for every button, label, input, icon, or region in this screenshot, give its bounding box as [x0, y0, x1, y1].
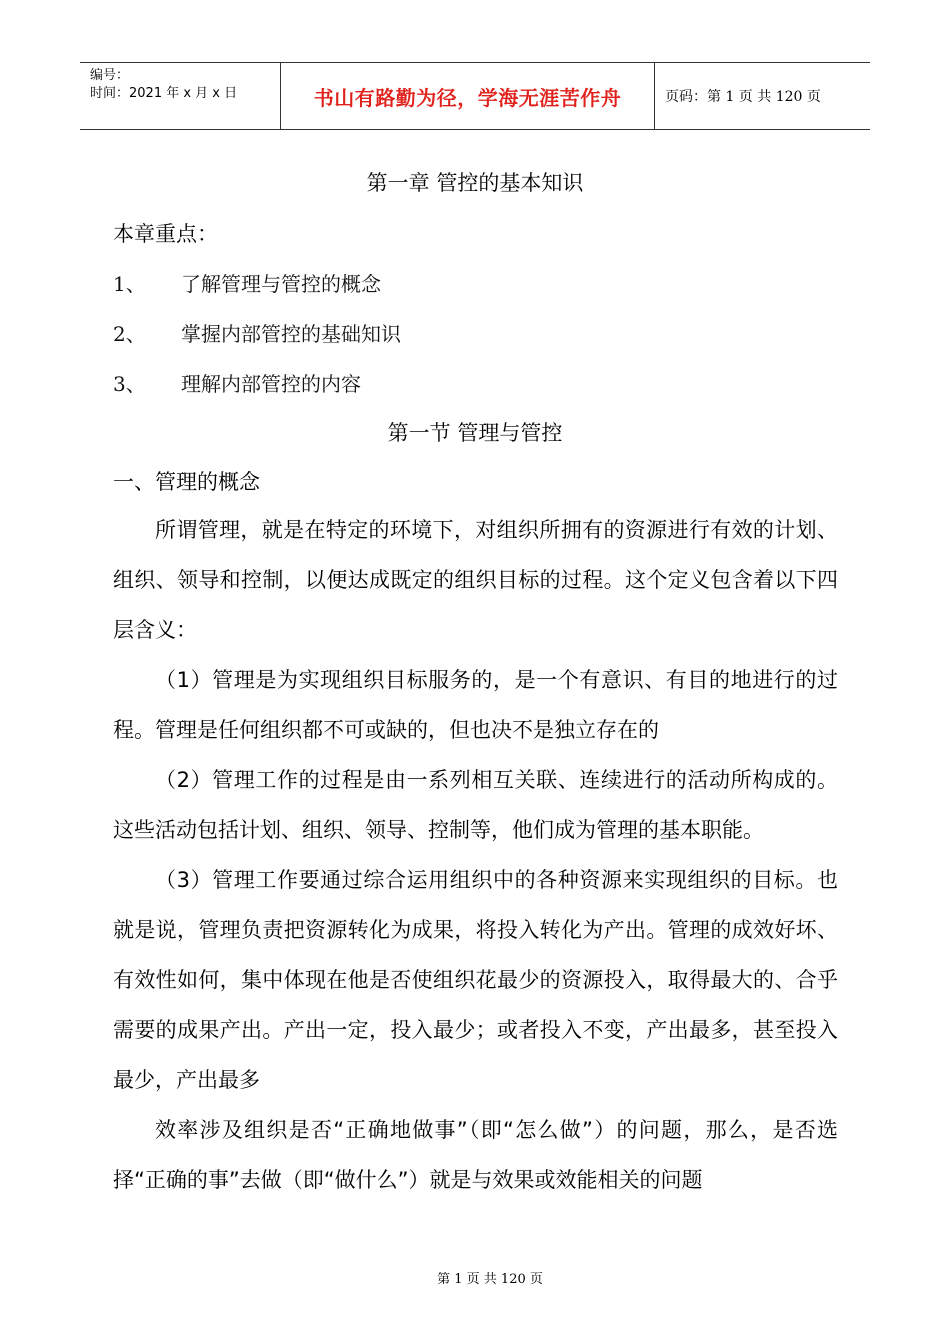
serial-label: 编号：: [90, 68, 130, 83]
header-motto-cell: [281, 63, 655, 129]
paragraph: 所谓管理，就是在特定的环境下，对组织所拥有的资源进行有效的计划、组织、领导和控制，以便达成既定的组织目标的过程。这个定义包含着以下四层含义：: [113, 518, 838, 642]
header-motto: 书山有路勤为径，学海无涯苦作舟: [313, 85, 622, 110]
document-header: [80, 62, 870, 130]
paragraph: （1）管理是为实现组织目标服务的，是一个有意识、有目的地进行的过程。管理是任何组织都不可或缺的，但也决不是独立存在的: [113, 668, 838, 742]
paragraph: （3）管理工作要通过综合运用组织中的各种资源来实现组织的目标。也就是说，管理负责把资源转化为成果，将投入转化为产出。管理的成效好坏、有效性如何，集中体现在他是否使组织花最少的资源投入，取得最大的、合乎需要的成果产出。产出一定，投入最少；或者投入不变，产出最多，甚至投入最少，产出最多: [113, 868, 838, 1092]
header-meta: [80, 63, 281, 129]
key-point-number: 1、: [113, 272, 146, 296]
subheading: 一、管理的概念: [113, 470, 260, 494]
key-point-item: [113, 268, 381, 297]
section-title: 第一节 管理与管控: [387, 421, 563, 445]
date-label: 时间：2021 年 x 月 x 日: [90, 86, 238, 101]
key-point-item: [113, 368, 361, 397]
page-footer: 第 1 页 共 120 页: [437, 1272, 543, 1287]
paragraph: （2）管理工作的过程是由一系列相互关联、连续进行的活动所构成的。这些活动包括计划、组织、领导、控制等，他们成为管理的基本职能。: [113, 768, 838, 842]
key-point-number: 2、: [113, 322, 146, 346]
key-point-text: 掌握内部管控的基础知识: [181, 322, 401, 346]
key-point-text: 理解内部管控的内容: [181, 372, 361, 396]
header-page-label: 页码：第 1 页 共 120 页: [665, 89, 821, 105]
paragraph: 效率涉及组织是否“正确地做事”（即“怎么做”）的问题，那么，是否选择“正确的事”去做（即“做什么”）就是与效果或效能相关的问题: [113, 1118, 838, 1192]
chapter-title: 第一章 管控的基本知识: [366, 171, 584, 195]
header-page-cell: [655, 63, 870, 129]
key-point-item: [113, 318, 401, 347]
key-point-number: 3、: [113, 372, 146, 396]
key-point-text: 了解管理与管控的概念: [181, 272, 381, 296]
key-points-heading: 本章重点：: [113, 222, 218, 246]
